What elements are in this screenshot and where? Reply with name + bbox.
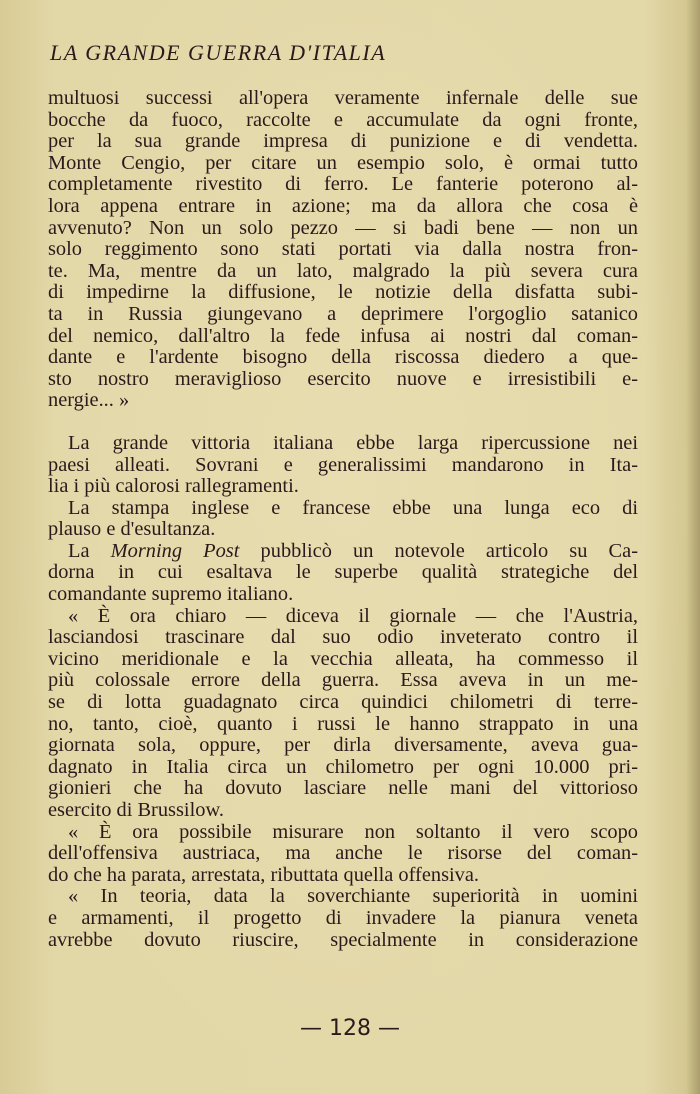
text-line: dorna in cui esaltava le superbe qualità strategiche del: [48, 561, 638, 584]
paragraph-4: [48, 541, 638, 606]
text-line: La grande vittoria italiana ebbe larga ripercussione nei: [68, 431, 638, 454]
paragraph-gap: [48, 412, 638, 433]
paragraph-6: [48, 822, 638, 887]
page-number: — 128 —: [300, 1016, 400, 1041]
paragraph-2: [48, 433, 638, 498]
text-line: avrebbe dovuto riuscire, specialmente in considerazione: [48, 928, 638, 951]
text-line: completamente rivestito di ferro. Le fanterie poterono al-: [48, 173, 638, 196]
text-line: avvenuto? Non un solo pezzo — si badi bene — non un: [48, 216, 638, 239]
paragraph-7: [48, 886, 638, 951]
text-line: te. Ma, mentre da un lato, malgrado la più severa cura: [48, 259, 638, 282]
text-line: comandante supremo italiano.: [48, 583, 294, 606]
text-line: lora appena entrare in azione; ma da allora che cosa è: [48, 194, 638, 217]
paragraph-1: [48, 88, 638, 412]
text-line: gionieri che ha dovuto lasciare nelle mani del vittorioso: [48, 777, 638, 800]
running-head: LA GRANDE GUERRA D'ITALIA: [50, 40, 387, 65]
text-line: [48, 541, 638, 563]
text-line: vicino meridionale e la vecchia alleata, ha commesso il: [48, 647, 638, 670]
text-line: e armamenti, il progetto di invadere la pianura veneta: [48, 906, 638, 929]
text-line: « È ora possibile misurare non soltanto il vero scopo: [68, 820, 638, 843]
text-line: sto nostro meraviglioso esercito nuove e irresistibili e-: [48, 367, 638, 390]
text-line: del nemico, dall'altro la fede infusa ai nostri dal coman-: [48, 324, 638, 347]
text-line: « In teoria, data la soverchiante superiorità in uomini: [68, 885, 638, 908]
text-line: Monte Cengio, per citare un esempio solo, è ormai tutto: [48, 151, 638, 174]
paragraph-5: [48, 606, 638, 822]
text-line: no, tanto, cioè, quanto i russi le hanno strappato in una: [48, 712, 638, 735]
text-line: bocche da fuoco, raccolte e accumulate da ogni fronte,: [48, 108, 638, 131]
text-line: per la sua grande impresa di punizione e di vendetta.: [48, 130, 638, 153]
text-line: lasciandosi trascinare dal suo odio inveterato contro il: [48, 626, 638, 649]
text-line: dell'offensiva austriaca, ma anche le risorse del coman-: [48, 842, 638, 865]
text-line: più colossale errore della guerra. Essa aveva in un me-: [48, 669, 638, 692]
text-line: dagnato in Italia circa un chilometro per ogni 10.000 pri-: [48, 755, 638, 778]
text-line: di impedirne la diffusione, le notizie della disfatta subi-: [48, 281, 638, 304]
newspaper-title: Morning Post: [110, 539, 240, 562]
text-line: solo reggimento sono stati portati via dalla nostra fron-: [48, 238, 638, 261]
body-text: [48, 88, 638, 951]
text-line: La stampa inglese e francese ebbe una lunga eco di: [68, 496, 638, 519]
text-line: dante e l'ardente bisogno della riscossa diedero a que-: [48, 346, 638, 369]
text-line: esercito di Brussilow.: [48, 799, 224, 821]
text-line: « È ora chiaro — diceva il giornale — che l'Austria,: [68, 604, 638, 627]
text-line: lia i più calorosi rallegramenti.: [48, 475, 299, 498]
text-fragment: pubblicò un notevole articolo su Ca-: [260, 539, 638, 562]
text-line: se di lotta guadagnato circa quindici chilometri di terre-: [48, 691, 638, 714]
text-line: giornata sola, oppure, per dirla diversamente, aveva gua-: [48, 734, 638, 757]
text-line: plauso e d'esultanza.: [48, 518, 216, 541]
text-line: multuosi successi all'opera veramente infernale delle sue: [48, 87, 638, 109]
paragraph-3: [48, 498, 638, 541]
text-line: nergie... »: [48, 389, 130, 412]
text-line: ta in Russia giungevano a deprimere l'orgoglio satanico: [48, 302, 638, 325]
text-fragment: La: [68, 539, 90, 562]
text-line: paesi alleati. Sovrani e generalissimi mandarono in Ita-: [48, 453, 638, 476]
text-line: do che ha parata, arrestata, ributtata quella offensiva.: [48, 863, 480, 886]
